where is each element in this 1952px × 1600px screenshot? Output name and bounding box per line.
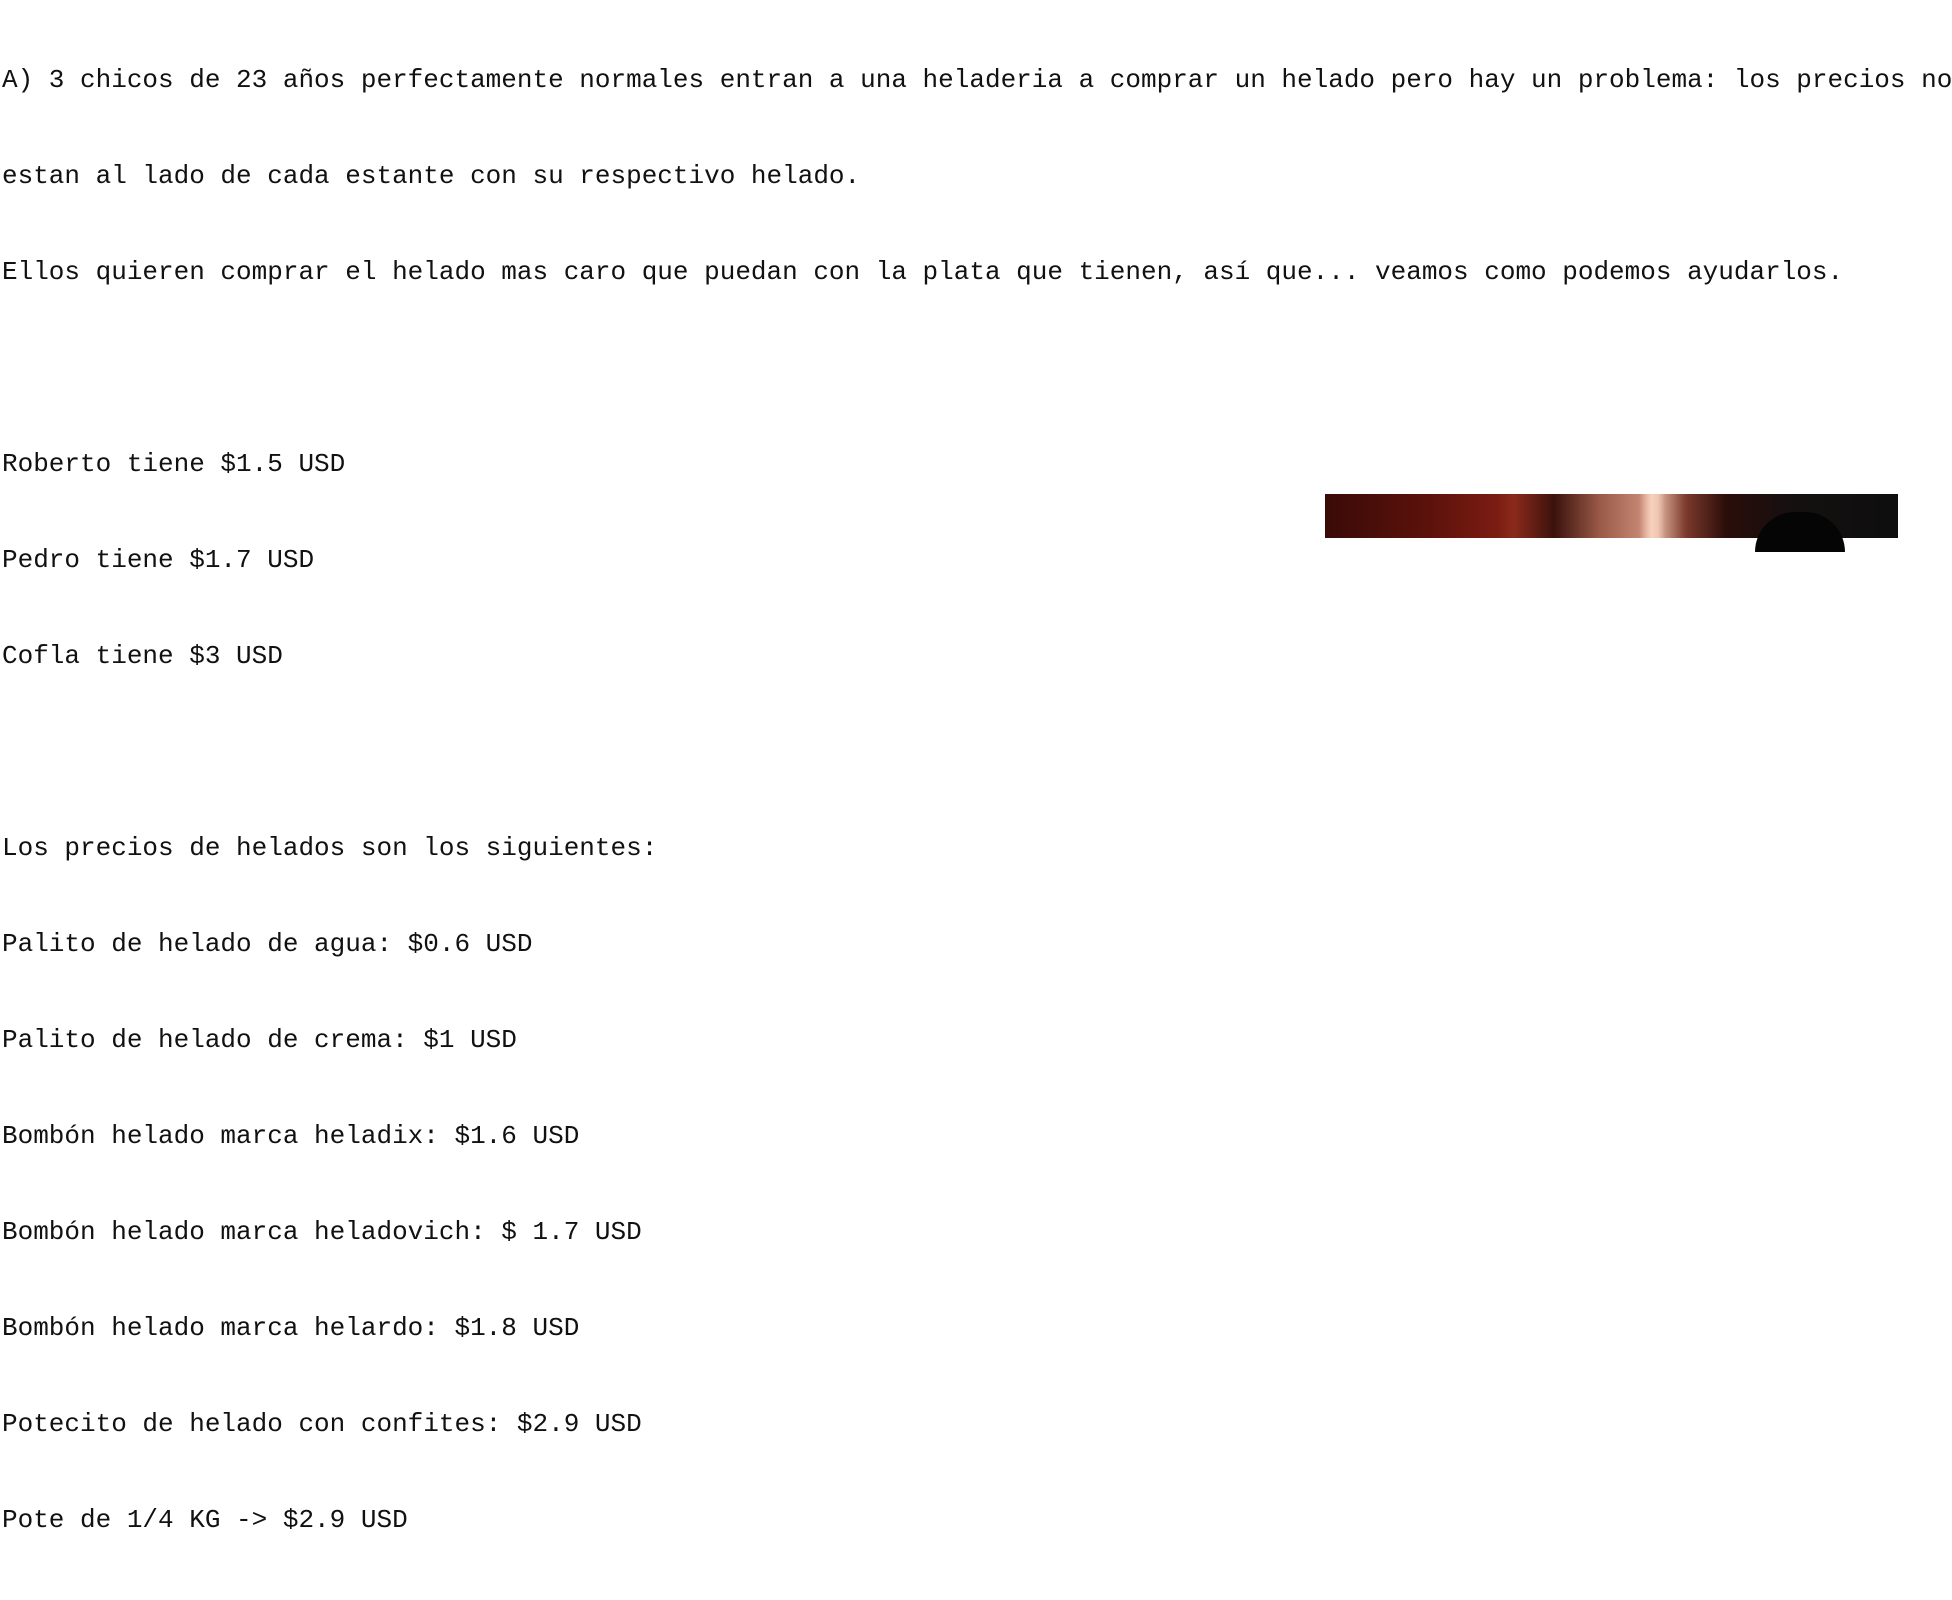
intro-line-1: A) 3 chicos de 23 años perfectamente normales entran a una heladeria a comprar un helado pero hay un problema: los precios no <box>2 65 1952 95</box>
intro-line-3: Ellos quieren comprar el helado mas caro que puedan con la plata que tienen, así que... veamos como podemos ayudarlos. <box>2 257 1844 287</box>
webcam-person-silhouette <box>1755 512 1845 552</box>
budget-roberto: Roberto tiene $1.5 USD <box>2 449 346 479</box>
spacer <box>2 736 1952 768</box>
price-item: Palito de helado de crema: $1 USD <box>2 1025 517 1055</box>
intro-line-2: estan al lado de cada estante con su respectivo helado. <box>2 161 861 191</box>
webcam-light <box>1639 494 1665 538</box>
price-item: Palito de helado de agua: $0.6 USD <box>2 929 533 959</box>
budget-pedro: Pedro tiene $1.7 USD <box>2 545 315 575</box>
exercise-text <box>2 0 1952 1600</box>
budget-cofla: Cofla tiene $3 USD <box>2 641 283 671</box>
price-item: Potecito de helado con confites: $2.9 USD <box>2 1409 642 1439</box>
price-item: Bombón helado marca heladix: $1.6 USD <box>2 1121 580 1151</box>
spacer <box>2 352 1952 384</box>
prices-heading: Los precios de helados son los siguientes: <box>2 833 658 863</box>
price-item: Bombón helado marca helardo: $1.8 USD <box>2 1313 580 1343</box>
price-item: Bombón helado marca heladovich: $ 1.7 USD <box>2 1217 642 1247</box>
price-item: Pote de 1/4 KG -> $2.9 USD <box>2 1505 408 1535</box>
webcam-overlay <box>1325 494 1898 538</box>
